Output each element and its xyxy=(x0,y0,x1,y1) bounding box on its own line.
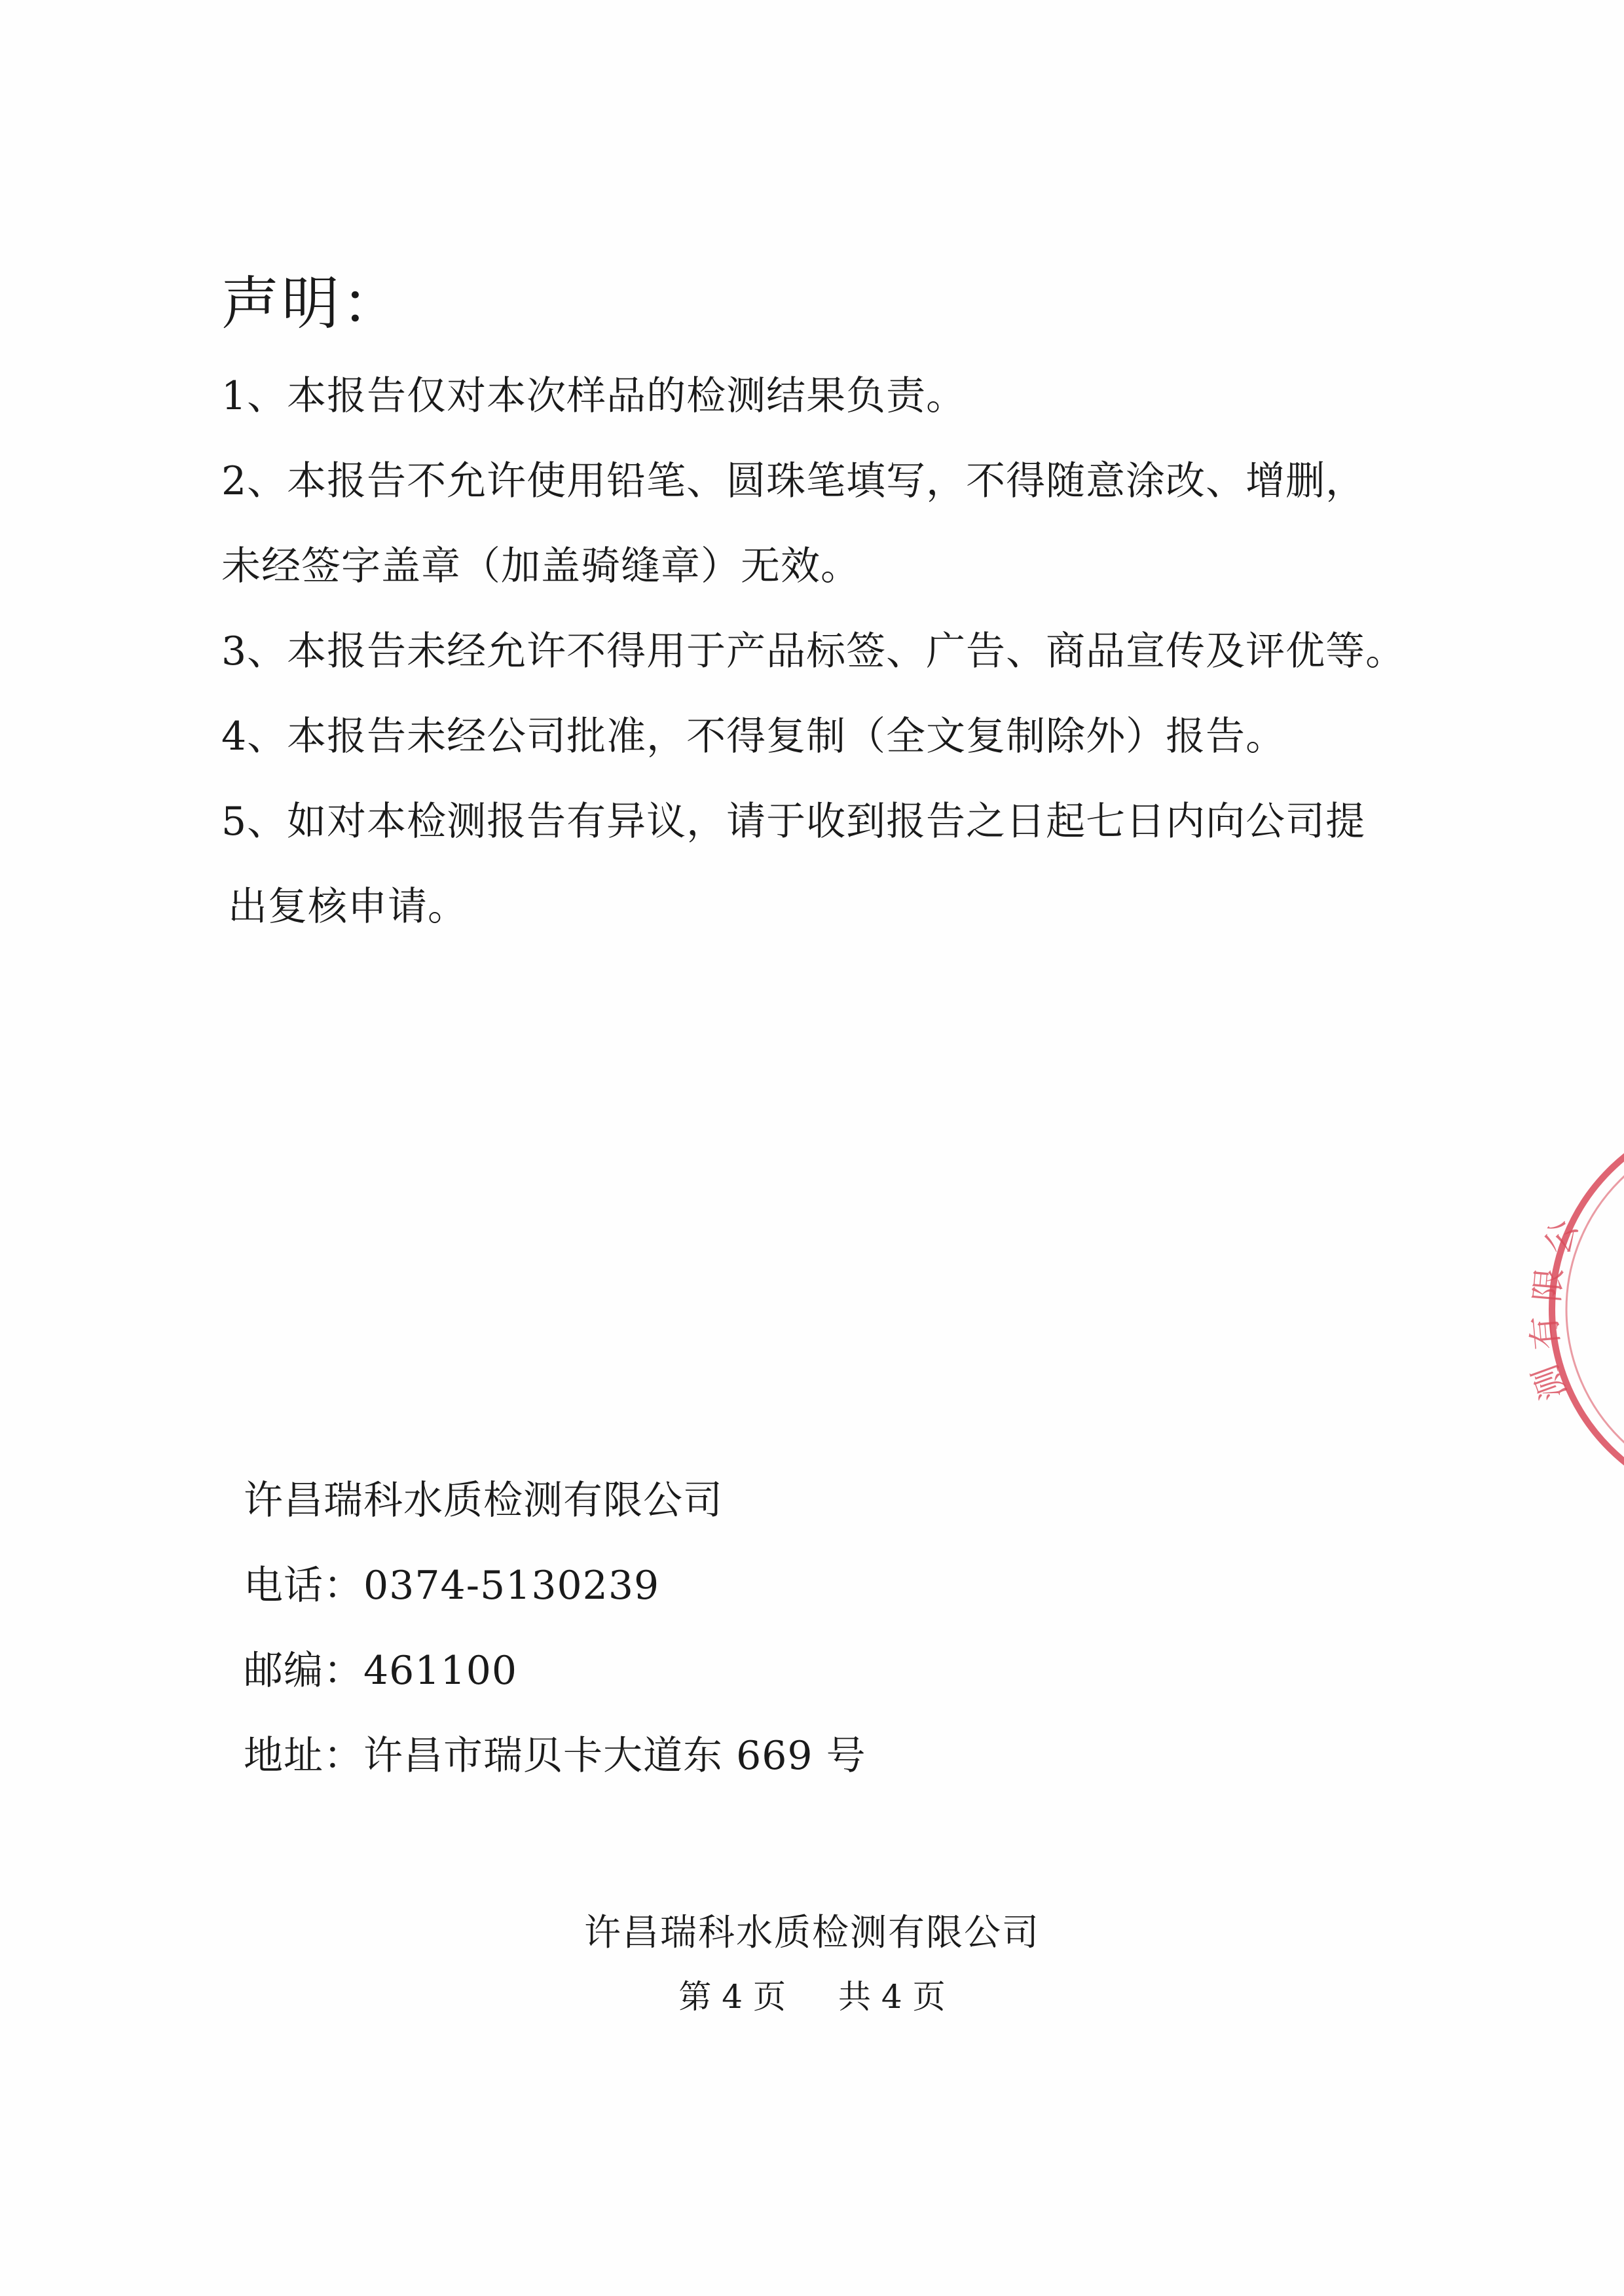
declaration-title: 声明： xyxy=(221,270,403,337)
seal-svg xyxy=(1524,1172,1624,1447)
statement-line-1: 1、本报告仅对本次样品的检测结果负责。 xyxy=(221,373,967,419)
partial-seal-stamp xyxy=(1524,1172,1624,1447)
footer-page-number xyxy=(0,1978,1624,2016)
contact-company: 许昌瑞科水质检测有限公司 xyxy=(244,1478,723,1523)
svg-text:测: 测 xyxy=(1526,1359,1575,1406)
footer-page-total: 共 4 页 xyxy=(838,1978,946,2016)
footer-company: 许昌瑞科水质检测有限公司 xyxy=(584,1912,1040,1954)
footer-page-current: 第 4 页 xyxy=(678,1978,786,2016)
statement-line-2-cont: 未经签字盖章（加盖骑缝章）无效。 xyxy=(221,543,860,589)
contact-postcode: 邮编：461100 xyxy=(244,1648,518,1694)
svg-text:限: 限 xyxy=(1528,1266,1570,1304)
svg-text:有: 有 xyxy=(1524,1314,1567,1352)
statement-line-5: 5、如对本检测报告有异议，请于收到报告之日起七日内向公司提 xyxy=(221,799,1366,845)
statement-line-3: 3、本报告未经允许不得用于产品标签、广告、商品宣传及评优等。 xyxy=(221,629,1406,674)
contact-phone: 电话：0374-5130239 xyxy=(244,1563,660,1609)
statement-line-2: 2、本报告不允许使用铅笔、圆珠笔填写，不得随意涂改、增删， xyxy=(221,458,1366,504)
statement-line-4: 4、本报告未经公司批准，不得复制（全文复制除外）报告。 xyxy=(221,714,1286,759)
svg-text:公: 公 xyxy=(1537,1214,1587,1260)
statement-line-5-cont: 出复核申请。 xyxy=(228,884,468,930)
contact-address: 地址：许昌市瑞贝卡大道东 669 号 xyxy=(244,1733,866,1779)
